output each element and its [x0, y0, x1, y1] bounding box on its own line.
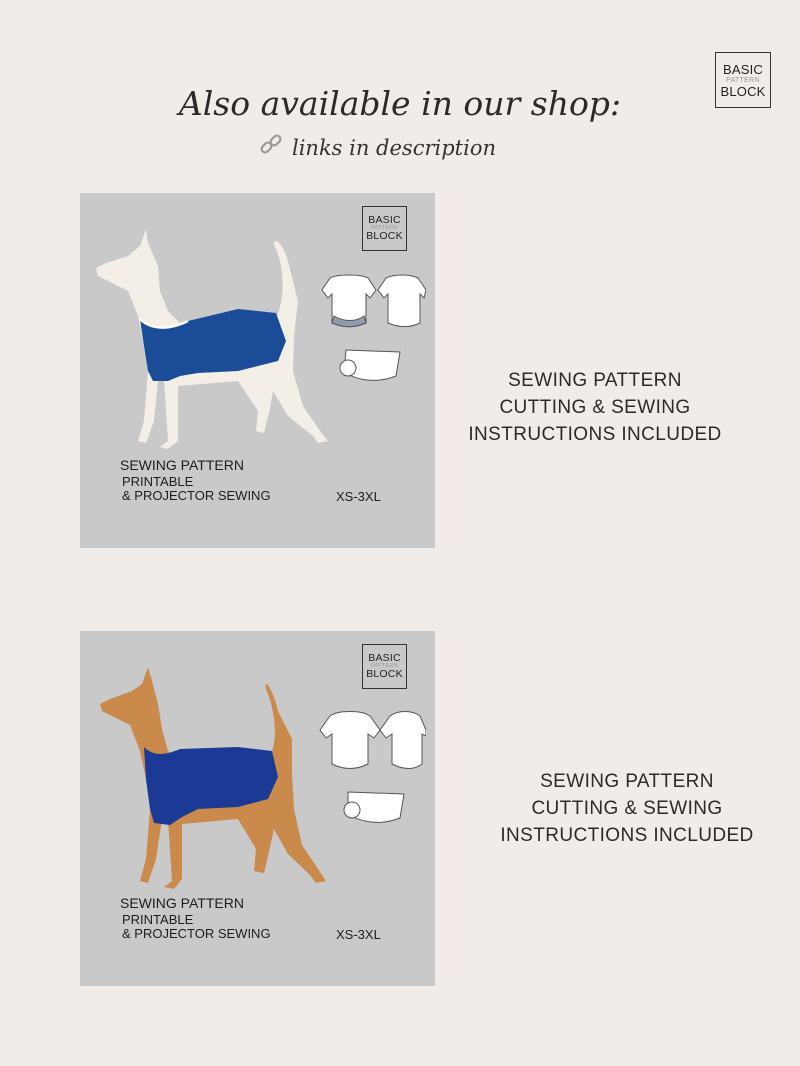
product-description-2 [487, 768, 767, 849]
dog-illustration [88, 659, 343, 904]
card-label-pattern: SEWING PATTERN [120, 895, 244, 911]
logo-text-pattern: PATTERN [371, 224, 398, 231]
pattern-sketches [316, 268, 426, 418]
product-card-2[interactable] [80, 631, 435, 986]
card-label-pattern: SEWING PATTERN [120, 457, 244, 473]
logo-text-block: BLOCK [720, 83, 766, 99]
product-description-1 [455, 367, 735, 448]
card-label-printable [122, 475, 271, 503]
card-label-printable-line1: PRINTABLE [122, 474, 194, 489]
card-logo [362, 644, 407, 689]
card-label-printable-line1: PRINTABLE [122, 912, 194, 927]
logo-text-block: BLOCK [366, 668, 403, 681]
card-label-printable-line2: & PROJECTOR SEWING [122, 488, 271, 503]
dog-illustration [88, 221, 343, 466]
logo-text-block: BLOCK [366, 230, 403, 243]
description-line-2: CUTTING & SEWING [531, 798, 723, 819]
product-card-1[interactable] [80, 193, 435, 548]
link-icon [258, 132, 284, 163]
subtitle-text: links in description [292, 135, 496, 160]
card-label-sizes: XS-3XL [336, 489, 381, 504]
logo-text-basic: BASIC [368, 652, 401, 665]
description-line-3: INSTRUCTIONS INCLUDED [500, 825, 754, 846]
description-line-2: CUTTING & SEWING [499, 397, 691, 418]
logo-text-basic: BASIC [368, 214, 401, 227]
card-label-sizes: XS-3XL [336, 927, 381, 942]
pattern-sketches [316, 706, 426, 856]
subtitle-row [258, 132, 496, 163]
description-line-1: SEWING PATTERN [540, 771, 714, 792]
description-line-1: SEWING PATTERN [508, 370, 682, 391]
page-title: Also available in our shop: [178, 84, 622, 123]
logo-text-pattern: PATTERN [371, 662, 398, 669]
card-label-printable [122, 913, 271, 941]
description-line-3: INSTRUCTIONS INCLUDED [468, 424, 722, 445]
logo-text-basic: BASIC [722, 61, 763, 77]
card-logo [362, 206, 407, 251]
logo-text-pattern: PATTERN [726, 76, 760, 84]
card-label-printable-line2: & PROJECTOR SEWING [122, 926, 271, 941]
